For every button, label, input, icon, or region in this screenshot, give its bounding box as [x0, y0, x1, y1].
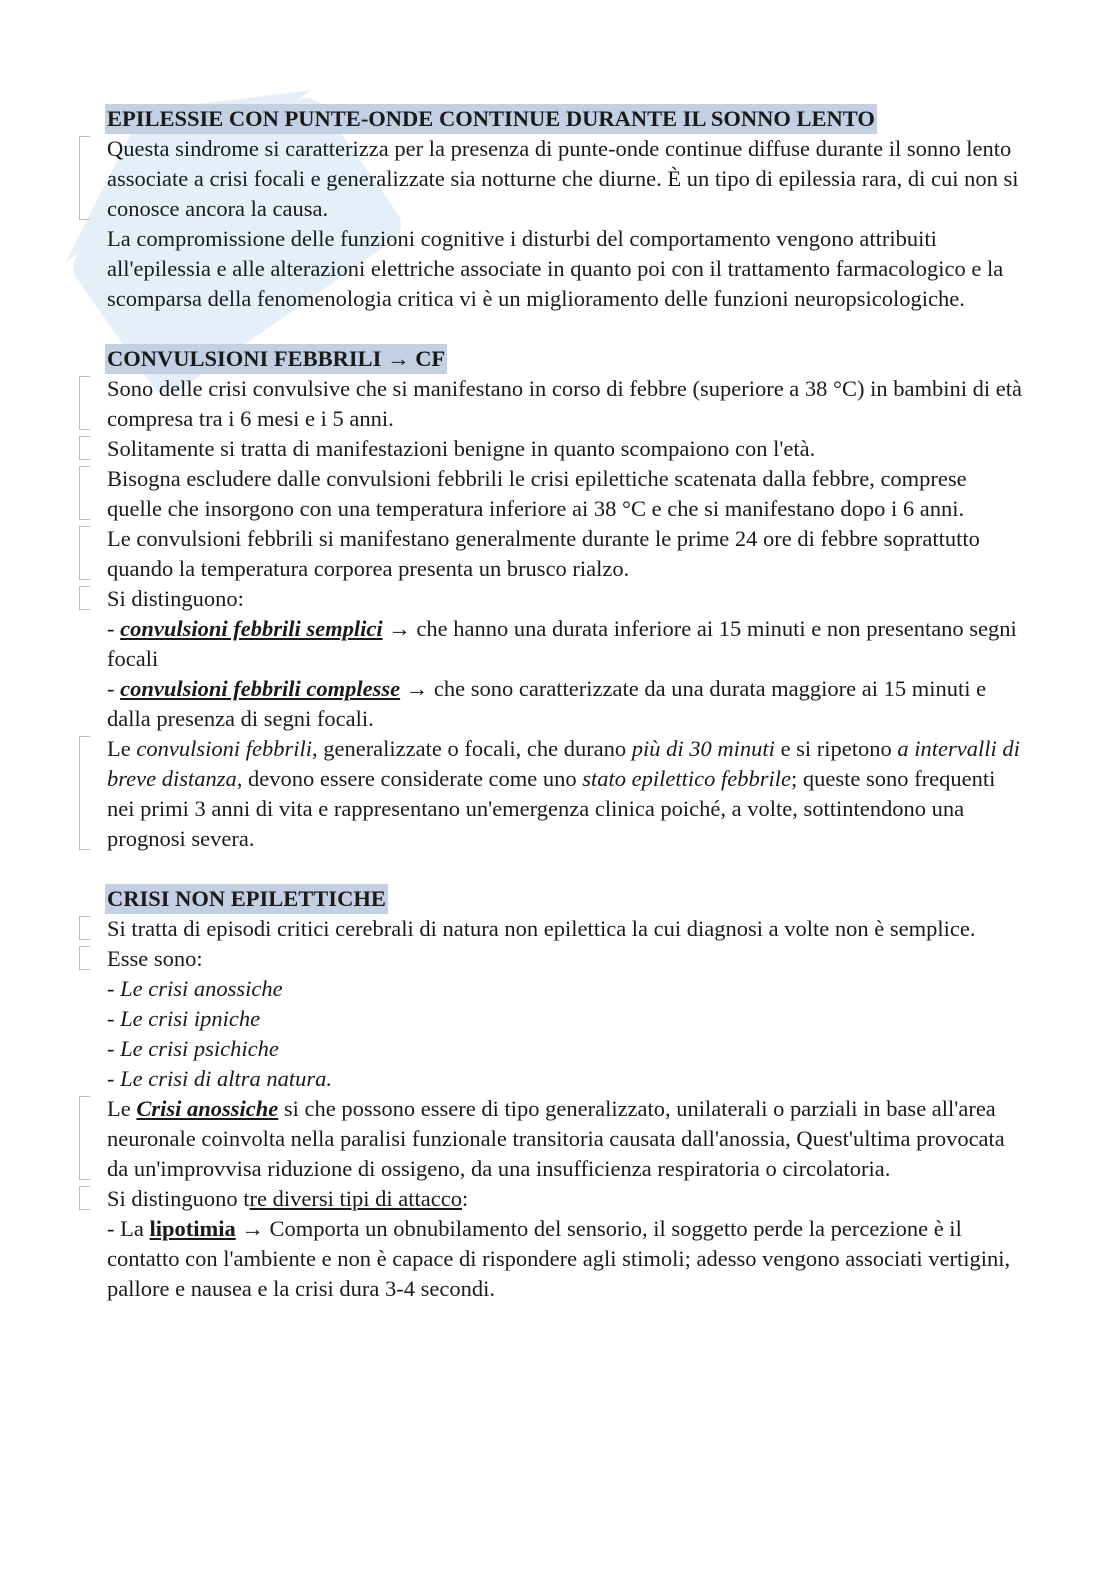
list-item	[107, 614, 1027, 674]
italic-text: convulsioni febbrili	[136, 736, 312, 761]
list-item: - Le crisi anossiche	[107, 976, 283, 1001]
section-convulsioni-febbrili	[107, 344, 1027, 854]
text: - La	[107, 1216, 150, 1241]
paragraph	[107, 734, 1027, 854]
section-epilessie-sonno	[107, 104, 1027, 314]
term-crisi-anossiche: Crisi anossiche	[136, 1096, 279, 1121]
term-complesse: convulsioni febbrili complesse	[120, 676, 401, 701]
list-item: - Le crisi di altra natura.	[107, 1066, 333, 1091]
bullet: -	[107, 616, 121, 641]
paragraph: Questa sindrome si caratterizza per la presenza di punte-onde continue diffuse durante il sonno lento associate a crisi focali e generalizzate sia notturne che diurne. È un tipo di epilessia rara, di cui non si conosce ancora la causa.	[107, 134, 1027, 224]
text: e si ripetono	[774, 736, 898, 761]
item-text: → che hanno una durata inferiore ai 15 minuti e non presentano segni focali	[107, 616, 1017, 671]
list-item	[107, 1214, 1027, 1304]
term-semplici: convulsioni febbrili semplici	[120, 616, 383, 641]
text: → Comporta un obnubilamento del sensorio, il soggetto perde la percezione è il contatto con l'ambiente e non è capace di rispondere agli stimoli; adesso vengono associati vertigini, pallore e nausea e la crisi dura 3-4 secondi.	[107, 1216, 1011, 1301]
document-page	[107, 104, 1027, 1334]
text: , devono essere considerate come uno	[236, 766, 583, 791]
paragraph	[107, 1184, 1027, 1214]
text: si che possono essere di tipo generalizzato, unilaterali o parziali in base all'area neuronale coinvolta nella paralisi funzionale transitoria causata dall'anossia, Quest'ultima provocata da un'improvvisa riduzione di ossigeno, da una insufficienza respiratoria o circolatoria.	[107, 1096, 1005, 1181]
list-item	[107, 674, 1027, 734]
section-heading: CRISI NON EPILETTICHE	[105, 884, 388, 914]
underlined-text: re diversi tipi di attacco	[249, 1186, 462, 1211]
paragraph: Bisogna escludere dalle convulsioni febbrili le crisi epilettiche scatenata dalla febbre, comprese quelle che insorgono con una temperatura inferiore ai 38 °C e che si manifestano dopo i 6 anni.	[107, 464, 1027, 524]
text: Le	[107, 736, 137, 761]
list-item: - Le crisi ipniche	[107, 1006, 261, 1031]
bullet: -	[107, 676, 121, 701]
italic-text: stato epilettico febbrile	[582, 766, 791, 791]
term-lipotimia: lipotimia	[149, 1216, 236, 1241]
paragraph: Esse sono:	[107, 944, 1027, 974]
text: :	[461, 1186, 469, 1211]
paragraph: Sono delle crisi convulsive che si manifestano in corso di febbre (superiore a 38 °C) in bambini di età compresa tra i 6 mesi e i 5 anni.	[107, 374, 1027, 434]
paragraph: Si tratta di episodi critici cerebrali di natura non epilettica la cui diagnosi a volte non è semplice.	[107, 914, 1027, 944]
paragraph: Solitamente si tratta di manifestazioni benigne in quanto scompaiono con l'età.	[107, 434, 1027, 464]
paragraph: La compromissione delle funzioni cognitive i disturbi del comportamento vengono attribuiti all'epilessia e alle alterazioni elettriche associate in quanto poi con il trattamento farmacologico e la scomparsa della fenomenologia critica vi è un miglioramento delle funzioni neuropsicologiche.	[107, 226, 1004, 311]
paragraph: Le convulsioni febbrili si manifestano generalmente durante le prime 24 ore di febbre soprattutto quando la temperatura corporea presenta un brusco rialzo.	[107, 524, 1027, 584]
section-heading: EPILESSIE CON PUNTE-ONDE CONTINUE DURANTE IL SONNO LENTO	[105, 104, 877, 134]
section-crisi-non-epilettiche	[107, 884, 1027, 1304]
text: ; queste sono frequenti nei primi 3 anni di vita e rappresentano un'emergenza clinica poiché, a volte, sottintendono una prognosi severa.	[107, 766, 996, 851]
italic-text: più di 30 minuti	[631, 736, 775, 761]
text: Le	[107, 1096, 137, 1121]
paragraph	[107, 1094, 1027, 1184]
section-heading: CONVULSIONI FEBBRILI → CF	[105, 344, 447, 374]
item-text: → che sono caratterizzate da una durata maggiore ai 15 minuti e dalla presenza di segni focali.	[107, 676, 987, 731]
list-item: - Le crisi psichiche	[107, 1036, 279, 1061]
text: Si distinguono t	[107, 1186, 250, 1211]
text: , generalizzate o focali, che durano	[311, 736, 632, 761]
italic-text: a intervalli di breve distanza	[107, 736, 1020, 791]
paragraph: Si distinguono:	[107, 584, 1027, 614]
